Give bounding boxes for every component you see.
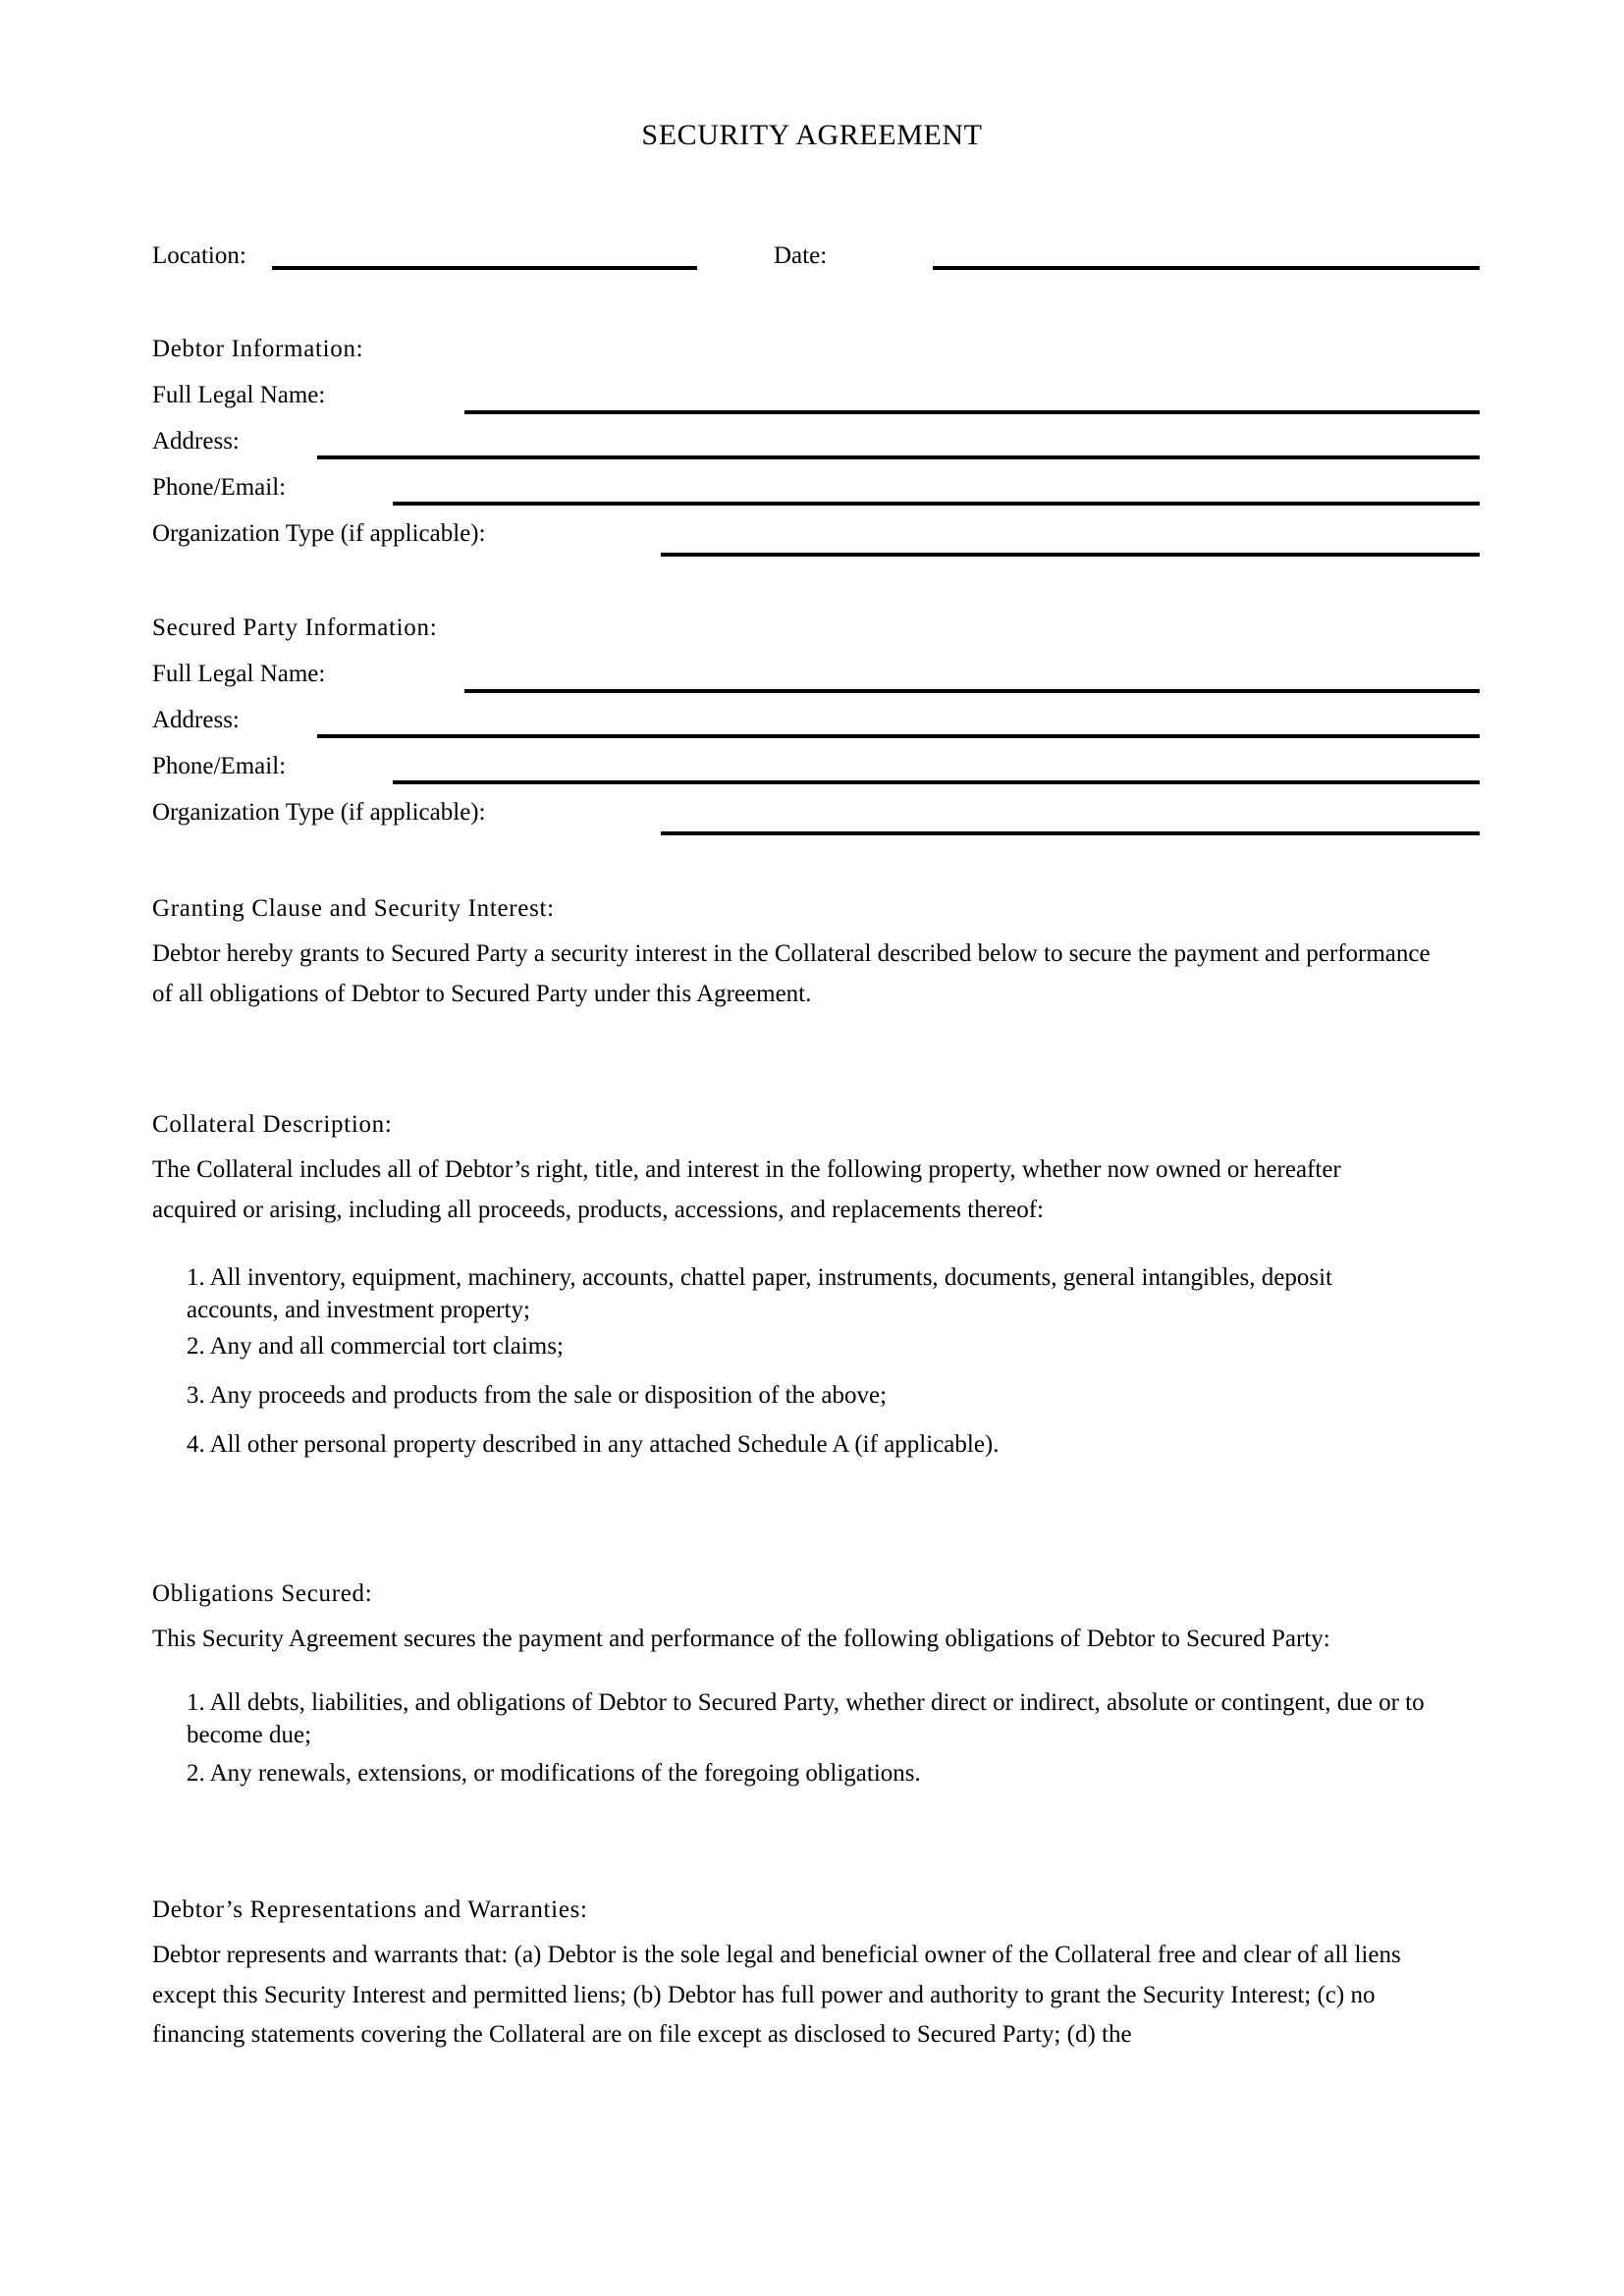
location-label: Location: [152,242,246,269]
collateral-item-2: 2. Any and all commercial tort claims; [187,1333,564,1360]
obligations-secured-body [152,1620,1458,1660]
debtor-full-legal-name-label: Full Legal Name: [152,382,326,408]
secured-party-phone-email-label: Phone/Email: [152,753,287,779]
debtor-full-legal-name-input-line[interactable] [464,410,1480,414]
debtor-organization-type-input-line[interactable] [661,553,1480,557]
secured-party-address-input-line[interactable] [317,734,1480,738]
collateral-description-heading: Collateral Description: [152,1111,393,1138]
date-label: Date: [774,242,828,269]
obligations-item-2: 2. Any renewals, extensions, or modifications of the foregoing obligations. [187,1760,921,1787]
debtor-organization-type-label: Organization Type (if applicable): [152,520,486,547]
secured-party-full-legal-name-input-line[interactable] [464,689,1480,693]
debtor-representations-paragraph: Debtor represents and warrants that: (a) Debtor is the sole legal and beneficial owner of the Collateral free and clear of all liens except this Security Interest and permitted liens; (b) Debtor has full power and authority to grant the Security Interest; (c) no financing statements covering the Collateral are on file except as disclosed to Secured Party; (d) the [152,1942,1401,2048]
debtor-phone-email-input-line[interactable] [393,502,1480,506]
debtor-representations-body [152,1936,1448,2056]
granting-clause-body [152,934,1448,1014]
obligations-item-1: 1. All debts, liabilities, and obligations of Debtor to Secured Party, whether direct or indirect, absolute or contingent, due or to become due; [187,1689,1425,1748]
granting-clause-paragraph: Debtor hereby grants to Secured Party a security interest in the Collateral described below to secure the payment and performance of all obligations of Debtor to Secured Party under this Agreement. [152,940,1431,1007]
granting-clause-heading: Granting Clause and Security Interest: [152,895,555,922]
collateral-description-paragraph: The Collateral includes all of Debtor’s right, title, and interest in the following property, whether now owned or hereafter acquired or arising, including all proceeds, products, accessions, and replacements thereof: [152,1156,1341,1223]
secured-party-organization-type-label: Organization Type (if applicable): [152,799,486,826]
page-title: SECURITY AGREEMENT [641,119,983,151]
secured-party-organization-type-input-line[interactable] [661,831,1480,835]
collateral-item-1: 1. All inventory, equipment, machinery, accounts, chattel paper, instruments, documents, general intangibles, deposit accounts, and investment property; [187,1264,1332,1323]
date-input-line[interactable] [933,266,1480,270]
collateral-description-body [152,1150,1429,1230]
obligations-secured-paragraph: This Security Agreement secures the payment and performance of the following obligations of Debtor to Secured Party: [152,1626,1330,1652]
debtor-address-input-line[interactable] [317,455,1480,459]
secured-party-phone-email-input-line[interactable] [393,780,1480,784]
secured-party-address-label: Address: [152,707,240,733]
collateral-item-3: 3. Any proceeds and products from the sale or disposition of the above; [187,1382,888,1409]
debtor-information-heading: Debtor Information: [152,336,364,362]
secured-party-information-heading: Secured Party Information: [152,614,438,641]
location-input-line[interactable] [272,266,697,270]
debtor-representations-heading: Debtor’s Representations and Warranties: [152,1896,588,1923]
secured-party-full-legal-name-label: Full Legal Name: [152,661,326,687]
debtor-phone-email-label: Phone/Email: [152,474,287,501]
debtor-address-label: Address: [152,428,240,454]
collateral-item-4: 4. All other personal property described in any attached Schedule A (if applicable). [187,1431,1000,1458]
obligations-secured-heading: Obligations Secured: [152,1580,373,1607]
